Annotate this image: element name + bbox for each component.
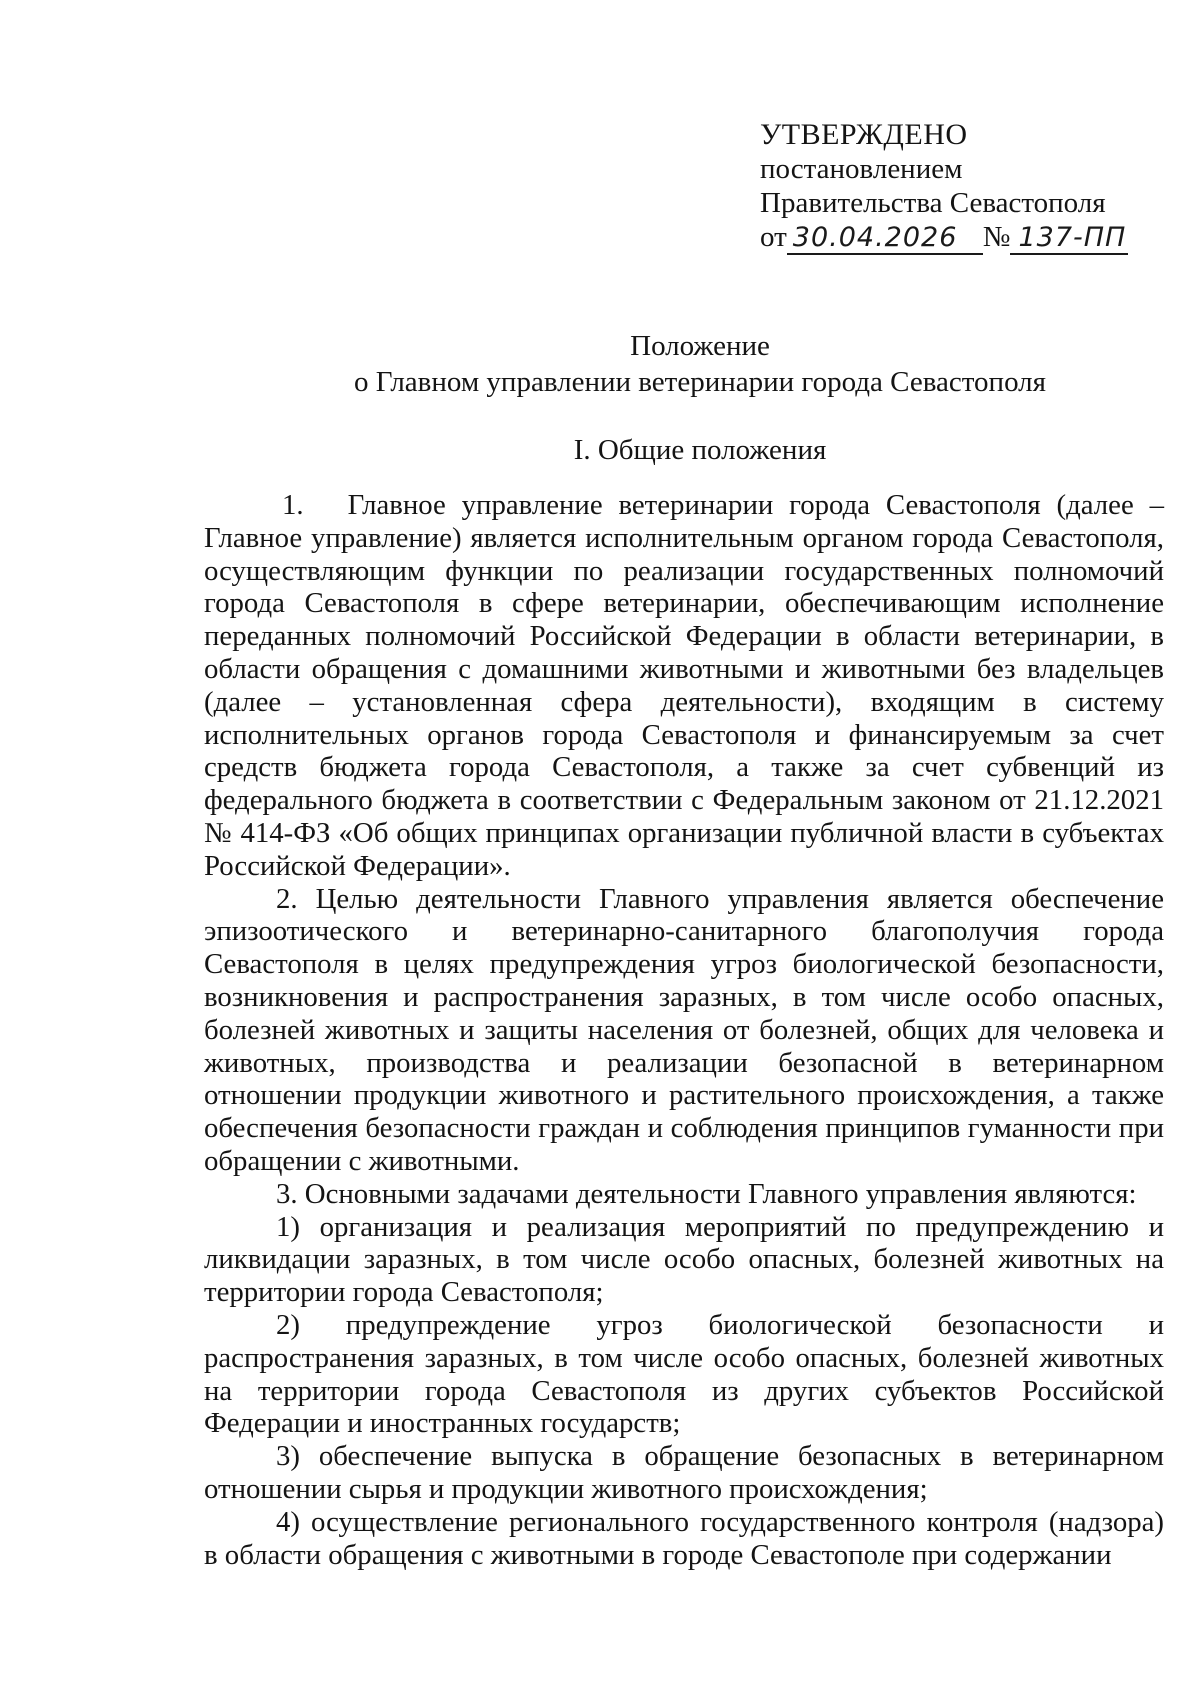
approval-heading: УТВЕРЖДЕНО bbox=[760, 118, 968, 151]
document-subtitle: о Главном управлении ветеринарии города Севастополя bbox=[353, 366, 1046, 398]
paragraph-3: 3. Основными задачами деятельности Главного управления являются: bbox=[276, 1177, 1137, 1210]
date-prefix: от bbox=[760, 221, 787, 253]
paragraph-2: 2. Целью деятельности Главного управления является обеспечение эпизоотического и ветеринарно-санитарного благополучия города Севастополя в целях предупреждения угроз биологической безопасности, возникновения и распространения заразных, в том числе особо опасных, болезней животных и защиты населения от болезней, общих для человека и животных, производства и реализации безопасной в ветеринарном отношении продукции животного и растительного происхождения, а также обеспечения безопасности граждан и соблюдения принципов гуманности при обращении с животными. bbox=[204, 882, 1164, 1177]
document-body bbox=[204, 489, 1164, 1571]
handwritten-number: 137-ПП bbox=[1010, 223, 1128, 255]
paragraph-3-item-3: 3) обеспечение выпуска в обращение безопасных в ветеринарном отношении сырья и продукции животного происхождения; bbox=[204, 1440, 1164, 1505]
paragraph-1 bbox=[204, 489, 1164, 883]
document-title-block bbox=[200, 328, 1200, 400]
paragraph-1-text: Главное управление ветеринарии города Севастополя (далее – Главное управление) является исполнительным органом города Севастополя, осуществляющим функции по реализации государственных полномочий города Севастополя в сфере ветеринарии, обеспечивающим исполнение переданных полномочий Российской Федерации в области ветеринарии, в области обращения с домашними животными и животными без владельцев (далее – установленная сфера деятельности), входящим в систему исполнительных органов города Севастополя и финансируемым за счет средств бюджета города Севастополя, а также за счет субвенций из федерального бюджета в соответствии с Федеральным законом от 21.12.2021 № 414-ФЗ «Об общих принципах организации публичной власти в субъектах Российской Федерации». bbox=[204, 489, 1164, 882]
approval-line-decree: постановлением bbox=[760, 153, 963, 185]
paragraph-3-item-2: 2) предупреждение угроз биологической безопасности и распространения заразных, в том числе особо опасных, болезней животных на территории города Севастополя из других субъектов Российской Федерации и иностранных государств; bbox=[204, 1308, 1164, 1440]
approval-date-number-line bbox=[760, 220, 1128, 255]
paragraph-1-number: 1. bbox=[282, 489, 304, 521]
number-prefix: № bbox=[982, 221, 1011, 253]
approval-stamp-block bbox=[760, 118, 1128, 255]
handwritten-date: 30.04.2026 bbox=[787, 223, 983, 255]
paragraph-3-item-4: 4) осуществление регионального государственного контроля (надзора) в области обращения с животными в городе Севастополе при содержании bbox=[204, 1505, 1164, 1571]
approval-line-government: Правительства Севастополя bbox=[760, 187, 1106, 219]
section-heading: I. Общие положения bbox=[573, 434, 827, 466]
paragraph-3-item-1: 1) организация и реализация мероприятий по предупреждению и ликвидации заразных, в том числе особо опасных, болезней животных на территории города Севастополя; bbox=[204, 1210, 1164, 1309]
document-title: Положение bbox=[630, 330, 770, 362]
